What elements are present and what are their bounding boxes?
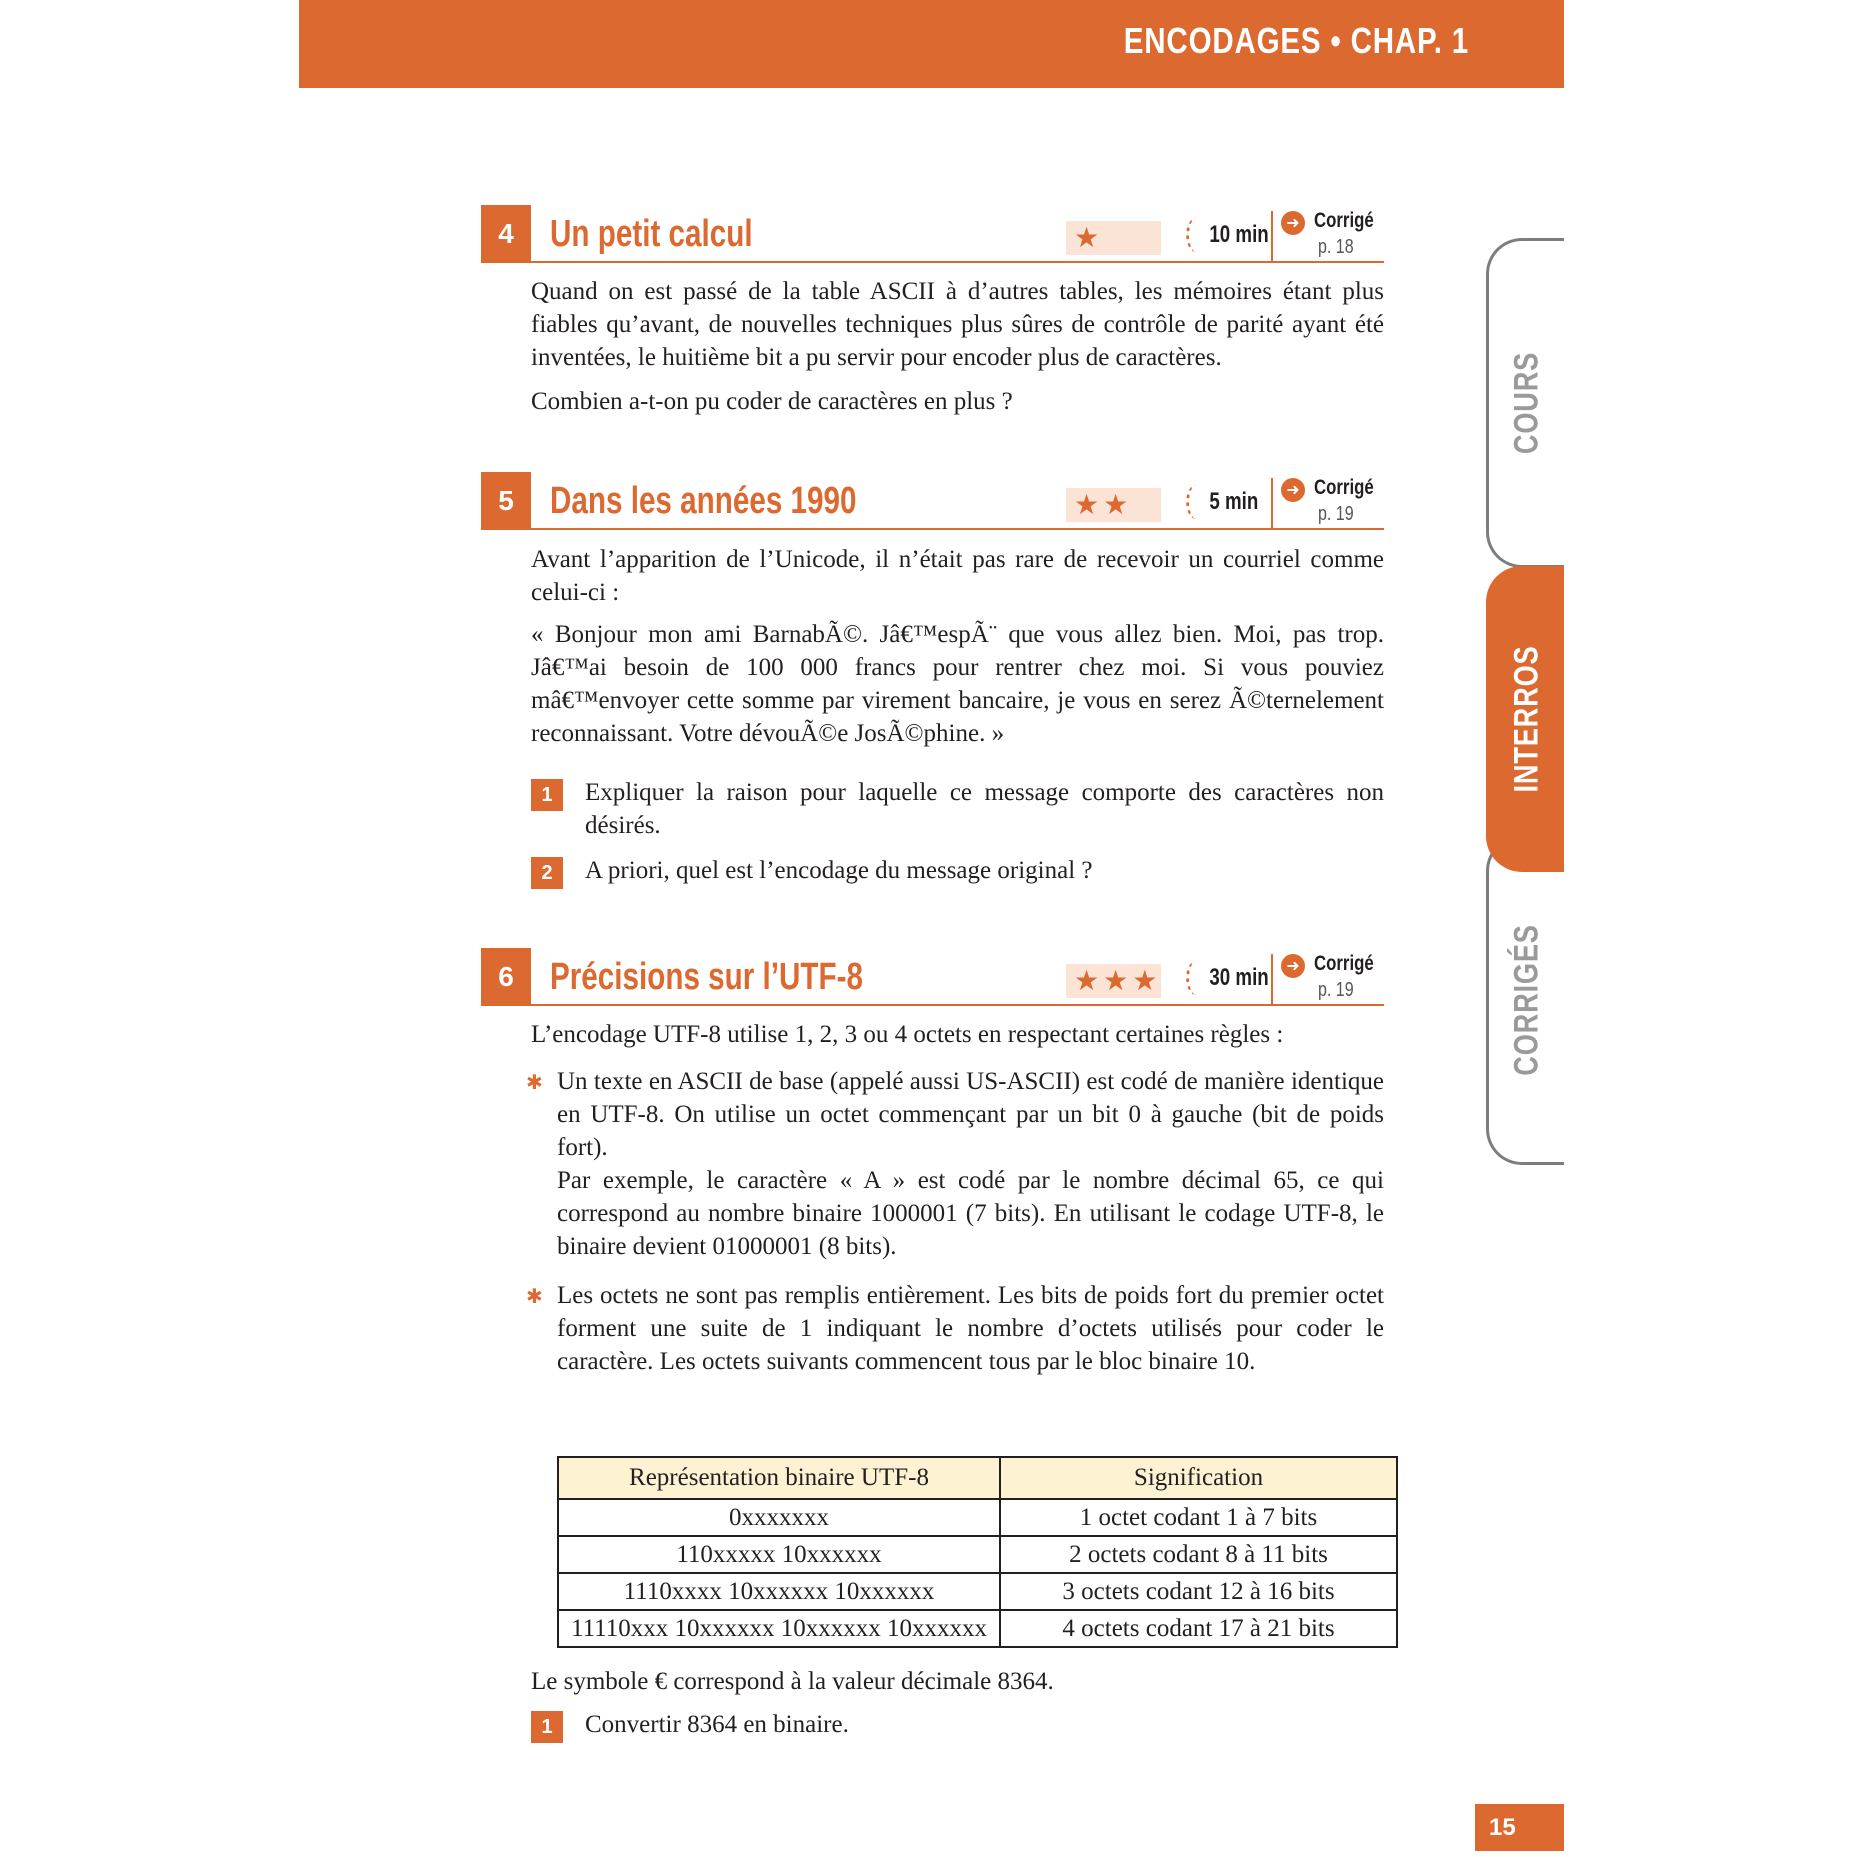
question-text: Expliquer la raison pour laquelle ce message comporte des caractères non désirés. <box>585 779 1384 839</box>
exercise-number: 4 <box>481 205 531 263</box>
corrige-page: p. 19 <box>1318 979 1354 1001</box>
exercise-title: Un petit calcul <box>550 213 753 255</box>
table-header: Représentation binaire UTF-8 <box>558 1457 1000 1499</box>
bullet-icon: ✱ <box>526 1070 543 1094</box>
duration <box>1186 478 1258 526</box>
chapter-header <box>299 0 1564 88</box>
table-cell: 1110xxxx 10xxxxxx 10xxxxxx <box>558 1573 1000 1610</box>
table-header-row <box>558 1457 1397 1499</box>
table-header: Signification <box>1000 1457 1397 1499</box>
table-cell: 1 octet codant 1 à 7 bits <box>1000 1499 1397 1536</box>
arrow-right-icon: ➜ <box>1281 954 1305 978</box>
corrige-page: p. 18 <box>1318 236 1354 258</box>
tab-corriges[interactable] <box>1486 835 1564 1165</box>
timer-icon <box>1186 485 1206 519</box>
tab-label: COURS <box>1507 351 1545 455</box>
bullet-text: Les octets ne sont pas remplis entièrement. Les bits de poids fort du premier octet forment une suite de 1 indiquant le nombre d’octets utilisés pour coder le caractère. Les octets suivants commencent tous par le bloc binaire 10. <box>557 1282 1384 1375</box>
corrige-page: p. 19 <box>1318 503 1354 525</box>
difficulty-stars: ★ <box>1066 221 1161 255</box>
bullet-icon: ✱ <box>526 1284 543 1308</box>
timer-icon <box>1186 961 1206 995</box>
duration <box>1186 211 1269 259</box>
question-number: 2 <box>531 857 563 889</box>
tab-label: INTERROS <box>1507 645 1545 793</box>
question-number: 1 <box>531 779 563 811</box>
after-table-text: Le symbole € correspond à la valeur décimale 8364. <box>531 1668 1054 1695</box>
exercise-number: 5 <box>481 472 531 530</box>
exercise-4-header <box>481 205 1384 263</box>
exercise-number: 6 <box>481 948 531 1006</box>
exercise-question: Combien a-t-on pu coder de caractères en plus ? <box>531 388 1013 415</box>
arrow-right-icon: ➜ <box>1281 478 1305 502</box>
exercise-title: Dans les années 1990 <box>550 480 857 522</box>
difficulty-stars: ★★ <box>1066 488 1161 522</box>
duration-label: 5 min <box>1209 488 1259 515</box>
tab-interros[interactable] <box>1486 566 1564 872</box>
table-cell: 2 octets codant 8 à 11 bits <box>1000 1536 1397 1573</box>
corrige-link[interactable] <box>1281 950 1384 1004</box>
duration <box>1186 954 1269 1002</box>
difficulty-stars: ★★★ <box>1066 964 1161 998</box>
exercise-title: Précisions sur l’UTF-8 <box>550 956 863 998</box>
corrige-label: Corrigé <box>1314 952 1374 975</box>
garbled-email-quote: « Bonjour mon ami BarnabÃ©. Jâ€™espÃ¨ que vous allez bien. Moi, pas trop. Jâ€™ai besoin de 100 000 francs pour rentrer chez moi. Si vous pouviez mâ€™envoyer cette somme par virement bancaire, je vous en serez Ã©ternelement reconnaissant. Votre dévouÃ©e JosÃ©phine. » <box>531 621 1384 747</box>
table-cell: 11110xxx 10xxxxxx 10xxxxxx 10xxxxxx <box>558 1610 1000 1647</box>
table-row <box>558 1499 1397 1536</box>
exercise-5-header <box>481 472 1384 530</box>
arrow-right-icon: ➜ <box>1281 211 1305 235</box>
tab-cours[interactable] <box>1486 238 1564 568</box>
exercise-6-header <box>481 948 1384 1006</box>
chapter-title: ENCODAGES • CHAP. 1 <box>1123 20 1469 61</box>
tab-label: CORRIGÉS <box>1507 924 1545 1076</box>
exercise-paragraph: Quand on est passé de la table ASCII à d’autres tables, les mémoires étant plus fiables qu’avant, de nouvelles techniques plus sûres de contrôle de parité ayant été inventées, le huitième bit a pu servir pour encoder plus de caractères. <box>531 278 1384 371</box>
corrige-label: Corrigé <box>1314 476 1374 499</box>
table-cell: 3 octets codant 12 à 16 bits <box>1000 1573 1397 1610</box>
table-cell: 110xxxxx 10xxxxxx <box>558 1536 1000 1573</box>
question-text: A priori, quel est l’encodage du message original ? <box>585 857 1093 884</box>
question-text: Convertir 8364 en binaire. <box>585 1711 849 1738</box>
exercise-paragraph: Avant l’apparition de l’Unicode, il n’était pas rare de recevoir un courriel comme celui-ci : <box>531 546 1384 606</box>
corrige-link[interactable] <box>1281 207 1384 261</box>
page-number: 15 <box>1475 1804 1564 1851</box>
question-number: 1 <box>531 1711 563 1743</box>
table-row <box>558 1610 1397 1647</box>
duration-label: 10 min <box>1209 221 1269 248</box>
timer-icon <box>1186 218 1206 252</box>
corrige-link[interactable] <box>1281 474 1384 528</box>
bullet-example: Par exemple, le caractère « A » est codé par le nombre décimal 65, ce qui correspond au nombre binaire 1000001 (7 bits). En utilisant le codage UTF-8, le binaire devient 01000001 (8 bits). <box>557 1167 1384 1260</box>
corrige-label: Corrigé <box>1314 209 1374 232</box>
duration-label: 30 min <box>1209 964 1269 991</box>
table-cell: 4 octets codant 17 à 21 bits <box>1000 1610 1397 1647</box>
utf8-table <box>557 1456 1398 1648</box>
table-cell: 0xxxxxxx <box>558 1499 1000 1536</box>
table-row <box>558 1573 1397 1610</box>
exercise-intro: L’encodage UTF-8 utilise 1, 2, 3 ou 4 octets en respectant certaines règles : <box>531 1021 1284 1048</box>
table-row <box>558 1536 1397 1573</box>
bullet-text: Un texte en ASCII de base (appelé aussi US-ASCII) est codé de manière identique en UTF-8. On utilise un octet commençant par un bit 0 à gauche (bit de poids fort). <box>557 1068 1384 1161</box>
